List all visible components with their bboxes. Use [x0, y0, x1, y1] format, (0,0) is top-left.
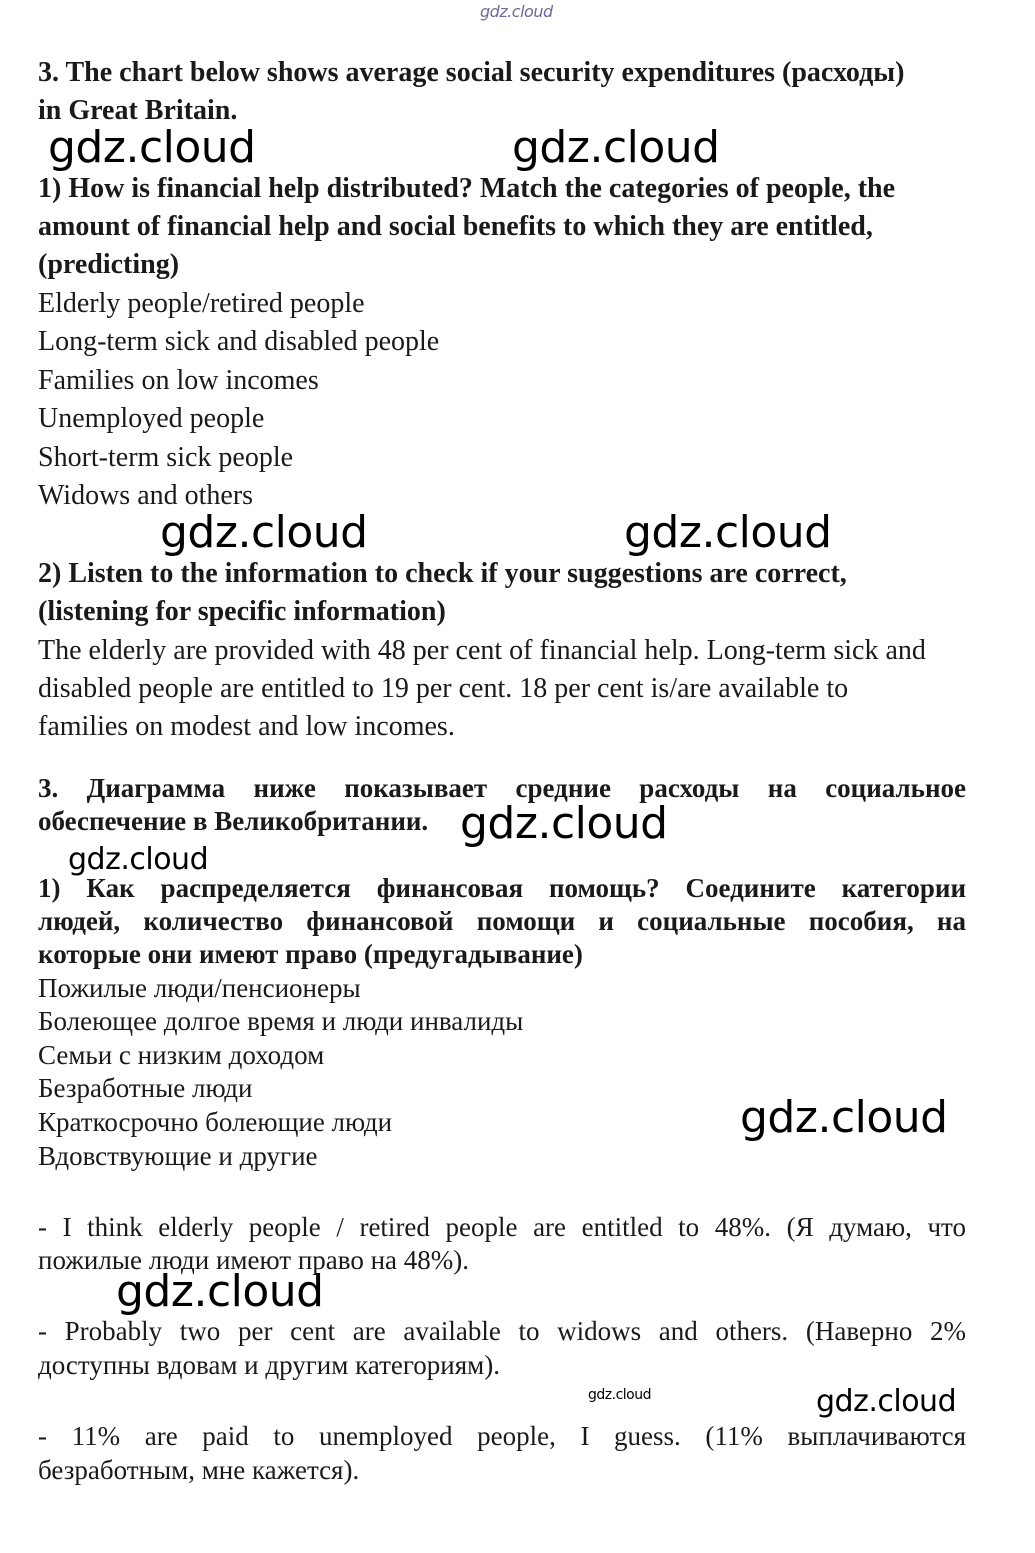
watermark-top: gdz.cloud	[480, 2, 553, 21]
ru-category-item: Краткосрочно болеющие люди	[38, 1107, 393, 1137]
dialogue-2-line-1: - Probably two per cent are available to widows and others. (Наверно 2%	[38, 1316, 966, 1346]
watermark: gdz.cloud	[816, 1384, 957, 1419]
watermark: gdz.cloud	[48, 122, 256, 173]
ru-question-1-line-3: которые они имеют право (предугадывание)	[38, 939, 583, 969]
category-item: Families on low incomes	[38, 365, 319, 396]
watermark: gdz.cloud	[624, 507, 832, 558]
answer-line-1: The elderly are provided with 48 per cent of financial help. Long-term sick and	[38, 635, 926, 666]
category-item: Unemployed people	[38, 403, 265, 434]
question-2-line-2: (listening for specific information)	[38, 596, 446, 627]
category-item: Elderly people/retired people	[38, 288, 365, 319]
question-1-line-2: amount of financial help and social benefits to which they are entitled,	[38, 211, 873, 242]
ru-question-1-line-1: 1) Как распределяется финансовая помощь? Соедините категории	[38, 873, 966, 903]
answer-line-2: disabled people are entitled to 19 per cent. 18 per cent is/are available to	[38, 673, 849, 704]
task-title-line-2: in Great Britain.	[38, 95, 238, 126]
watermark: gdz.cloud	[160, 507, 368, 558]
ru-task-title-line-1: 3. Диаграмма ниже показывает средние расходы на социальное	[38, 773, 966, 803]
dialogue-1-line-2: пожилые люди имеют право на 48%).	[38, 1245, 469, 1275]
ru-category-item: Безработные люди	[38, 1073, 253, 1103]
category-item: Widows and others	[38, 480, 254, 511]
dialogue-1-line-1: - I think elderly people / retired people are entitled to 48%. (Я думаю, что	[38, 1212, 966, 1242]
ru-category-item: Семьи с низким доходом	[38, 1040, 325, 1070]
ru-task-title-line-2: обеспечение в Великобритании.	[38, 806, 429, 836]
watermark: gdz.cloud	[740, 1092, 948, 1143]
dialogue-3-line-1: - 11% are paid to unemployed people, I guess. (11% выплачиваются	[38, 1421, 966, 1451]
question-1-line-3: (predicting)	[38, 249, 180, 280]
watermark: gdz.cloud	[512, 122, 720, 173]
task-title-line-1: 3. The chart below shows average social security expenditures (расходы)	[38, 57, 905, 88]
watermark: gdz.cloud	[460, 798, 668, 849]
question-2-line-1: 2) Listen to the information to check if your suggestions are correct,	[38, 558, 847, 589]
category-item: Short-term sick people	[38, 442, 294, 473]
dialogue-2-line-2: доступны вдовам и другим категориям).	[38, 1350, 500, 1380]
ru-category-item: Вдовствующие и другие	[38, 1141, 318, 1171]
dialogue-3-line-2: безработным, мне кажется).	[38, 1455, 360, 1485]
category-item: Long-term sick and disabled people	[38, 326, 440, 357]
ru-question-1-line-2: людей, количество финансовой помощи и социальные пособия, на	[38, 906, 966, 936]
answer-line-3: families on modest and low incomes.	[38, 711, 455, 742]
watermark: gdz.cloud	[116, 1266, 324, 1317]
ru-category-item: Болеющее долгое время и люди инвалиды	[38, 1006, 524, 1036]
watermark: gdz.cloud	[588, 1387, 651, 1403]
watermark: gdz.cloud	[68, 842, 209, 877]
ru-category-item: Пожилые люди/пенсионеры	[38, 973, 361, 1003]
question-1-line-1: 1) How is financial help distributed? Match the categories of people, the	[38, 173, 896, 204]
